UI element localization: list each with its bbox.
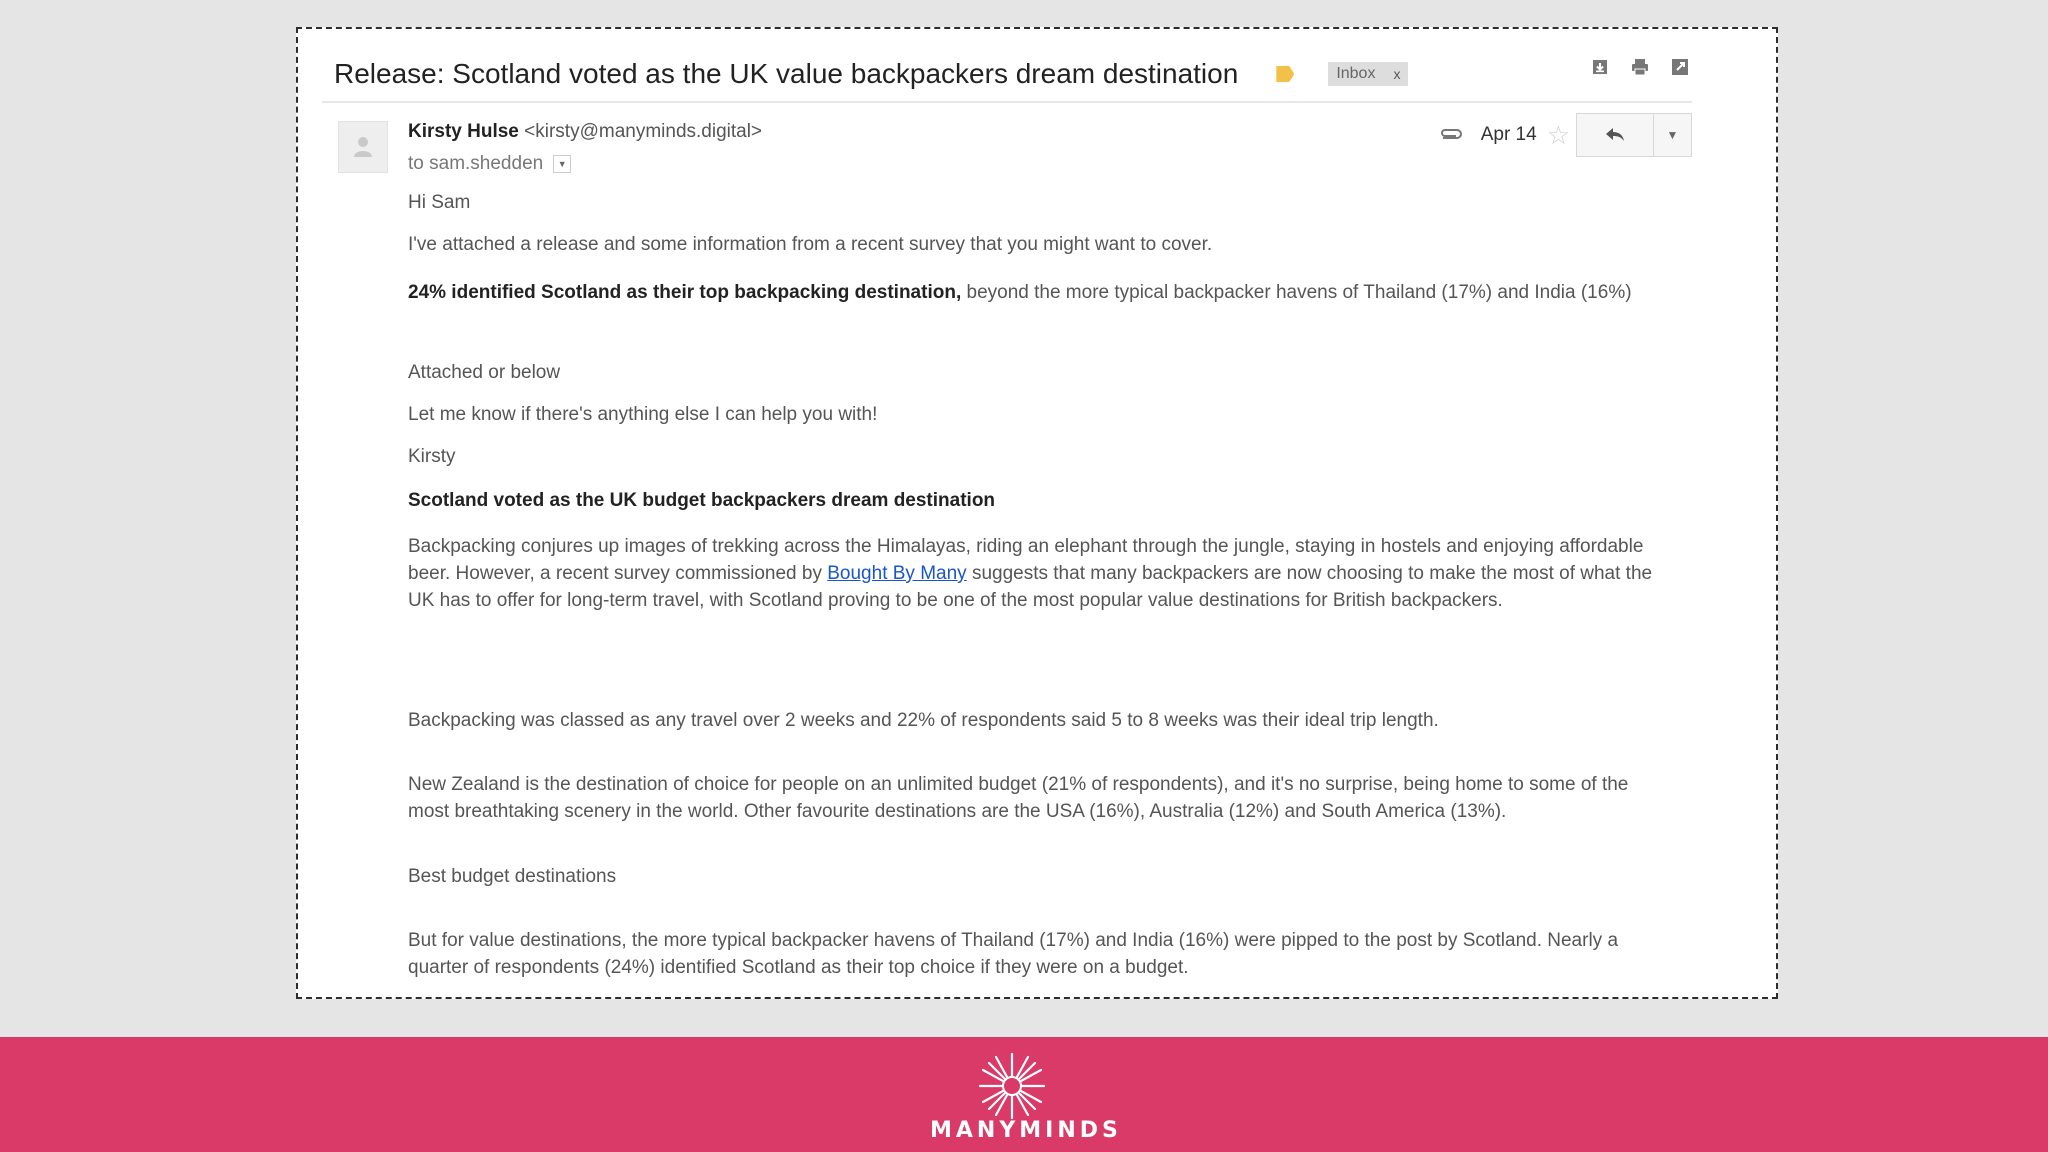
archive-icon[interactable] xyxy=(1590,57,1610,77)
header-divider xyxy=(322,101,1692,103)
subject-row xyxy=(334,49,1696,99)
top-actions xyxy=(1590,57,1690,77)
attachment-note: Attached or below xyxy=(408,362,561,383)
help-offer: Let me know if there's anything else I can help you with! xyxy=(408,404,878,425)
recipient-text: to sam.shedden xyxy=(408,153,544,174)
attachment-icon xyxy=(1437,125,1465,145)
release-p1-text-a: Backpacking conjures up images of trekking across the Himalayas, riding an elephant through the jungle, staying in hostels and enjoying affordable beer. However, a recent survey commissioned by xyxy=(408,536,1644,584)
sender-name[interactable]: Kirsty Hulse xyxy=(408,121,519,142)
intro-paragraph: I've attached a release and some information from a recent survey that you might want to cover. xyxy=(408,234,1213,255)
highlight-bold: 24% identified Scotland as their top backpacking destination, xyxy=(408,282,962,303)
label-tag-icon[interactable] xyxy=(1276,66,1294,82)
release-paragraph-1 xyxy=(408,533,1658,614)
print-icon[interactable] xyxy=(1630,57,1650,77)
inbox-label-text: Inbox xyxy=(1336,65,1376,82)
recipient-line xyxy=(408,153,571,175)
reply-icon xyxy=(1604,126,1626,144)
release-paragraph-3: New Zealand is the destination of choice for people on an unlimited budget (21% of respondents), and it's no surprise, being home to some of the most breathtaking scenery in the world. Other favourite destinations are the USA (16%), Australia (12%) and South America (13%). xyxy=(408,774,1629,822)
release-p1-text-b: suggests that many backpackers are now choosing to make the most of what the UK has to offer for long-term travel, with Scotland proving to be one of the most popular value destinations for British backpackers. xyxy=(408,563,1653,611)
greeting: Hi Sam xyxy=(408,192,471,213)
more-actions-button[interactable]: ▼ xyxy=(1654,113,1692,157)
sender-email: <kirsty@manyminds.digital> xyxy=(524,121,763,142)
email-screenshot-frame xyxy=(296,27,1778,999)
star-icon[interactable]: ☆ xyxy=(1546,119,1570,150)
email-subject: Release: Scotland voted as the UK value backpackers dream destination xyxy=(334,58,1239,89)
reply-button[interactable] xyxy=(1576,113,1654,157)
manyminds-logo-icon xyxy=(974,1048,1050,1124)
inbox-label-chip[interactable] xyxy=(1328,62,1408,86)
new-window-icon[interactable] xyxy=(1670,57,1690,77)
highlight-rest: beyond the more typical backpacker havens of Thailand (17%) and India (16%) xyxy=(961,282,1632,303)
release-paragraph-4: But for value destinations, the more typical backpacker havens of Thailand (17%) and India (16%) were pipped to the post by Scotland. Nearly a quarter of respondents (24%) identified Scotland as their top choice if they were on a budget. xyxy=(408,930,1619,978)
release-subheading: Best budget destinations xyxy=(408,866,617,887)
chevron-down-icon[interactable]: ▼ xyxy=(553,155,571,173)
message-meta xyxy=(1437,113,1692,157)
avatar-icon xyxy=(338,121,388,173)
signoff: Kirsty xyxy=(408,446,456,467)
release-title: Scotland voted as the UK budget backpackers dream destination xyxy=(408,490,996,511)
sender-line xyxy=(408,121,762,143)
brand-name: MANYMINDS xyxy=(930,1118,1122,1143)
highlight-paragraph xyxy=(408,277,1658,309)
message-date: Apr 14 xyxy=(1480,124,1537,145)
release-paragraph-2: Backpacking was classed as any travel over 2 weeks and 22% of respondents said 5 to 8 weeks was their ideal trip length. xyxy=(408,710,1439,731)
remove-label-button[interactable]: x xyxy=(1393,66,1401,82)
bought-by-many-link[interactable]: Bought By Many xyxy=(827,563,967,584)
